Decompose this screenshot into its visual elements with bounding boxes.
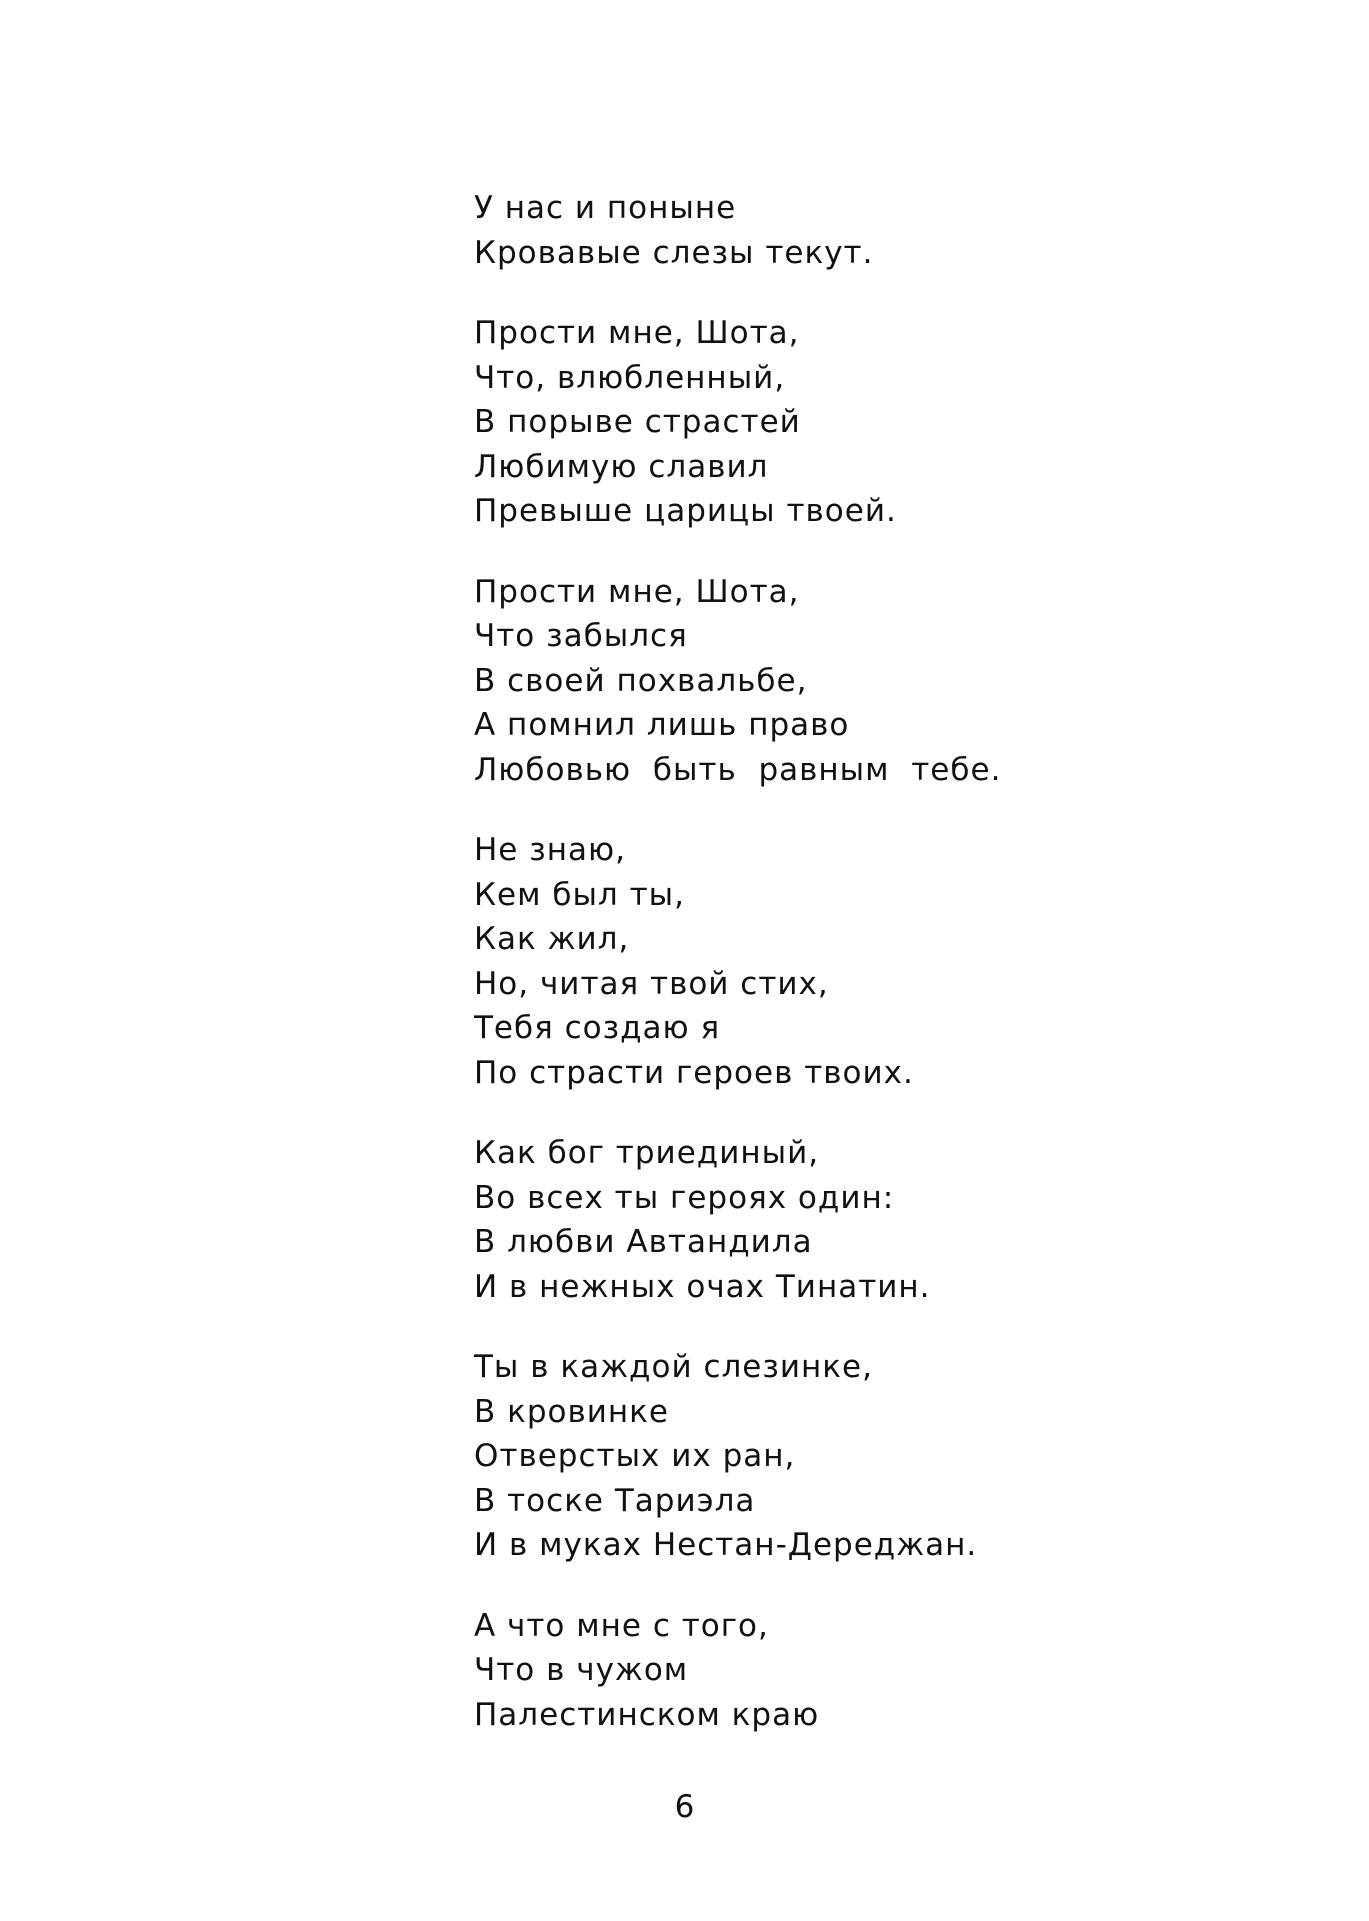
poem-line: Любовью быть равным тебе. — [474, 751, 1002, 788]
poem-line: В любви Автандила — [474, 1224, 813, 1260]
poem-line: Палестинском краю — [474, 1696, 820, 1733]
stanza-2 — [474, 311, 1294, 534]
poem-line: Тебя создаю я — [474, 1010, 721, 1046]
stanza-1 — [474, 186, 1294, 275]
stanza-7 — [474, 1604, 1294, 1738]
poem-line: А что мне с того, — [474, 1607, 769, 1644]
poem-line: Прости мне, Шота, — [474, 573, 800, 610]
poem-line: Кем был ты, — [474, 876, 685, 913]
poem-line: Ты в каждой слезинке, — [474, 1349, 873, 1385]
poem-line: Что, влюбленный, — [474, 359, 786, 396]
poem-line: Кровавые слезы текут. — [474, 234, 874, 271]
poem-line: У нас и поныне — [474, 190, 737, 226]
poem-line: В кровинке — [474, 1393, 669, 1430]
poem-line: Прости мне, Шота, — [474, 315, 800, 351]
poem-line: По страсти героев твоих. — [474, 1054, 914, 1091]
poem-line: В порыве страстей — [474, 404, 801, 440]
stanza-5 — [474, 1131, 1294, 1309]
poem-line: Как жил, — [474, 921, 630, 957]
poem-text — [474, 186, 1294, 1773]
poem-line: Не знаю, — [474, 832, 626, 868]
stanza-6 — [474, 1345, 1294, 1568]
stanza-4 — [474, 828, 1294, 1095]
poem-line: Что забылся — [474, 618, 688, 654]
poem-line: Превыше царицы твоей. — [474, 493, 897, 529]
poem-line: Что в чужом — [474, 1652, 689, 1688]
stanza-3 — [474, 570, 1294, 793]
poem-line: А помнил лишь право — [474, 707, 850, 743]
poem-line: Любимую славил — [474, 448, 769, 485]
poem-line: И в муках Нестан-Дереджан. — [474, 1527, 978, 1563]
poem-line: Как бог триединый, — [474, 1135, 820, 1171]
poem-line: В своей похвальбе, — [474, 662, 808, 699]
poem-line: Отверстых их ран, — [474, 1438, 796, 1474]
poem-line: Но, читая твой стих, — [474, 965, 829, 1002]
poem-line: И в нежных очах Тинатин. — [474, 1268, 931, 1305]
poem-line: В тоске Тариэла — [474, 1482, 756, 1519]
page-number: 6 — [674, 1789, 695, 1825]
poem-line: Во всех ты героях один: — [474, 1179, 895, 1216]
